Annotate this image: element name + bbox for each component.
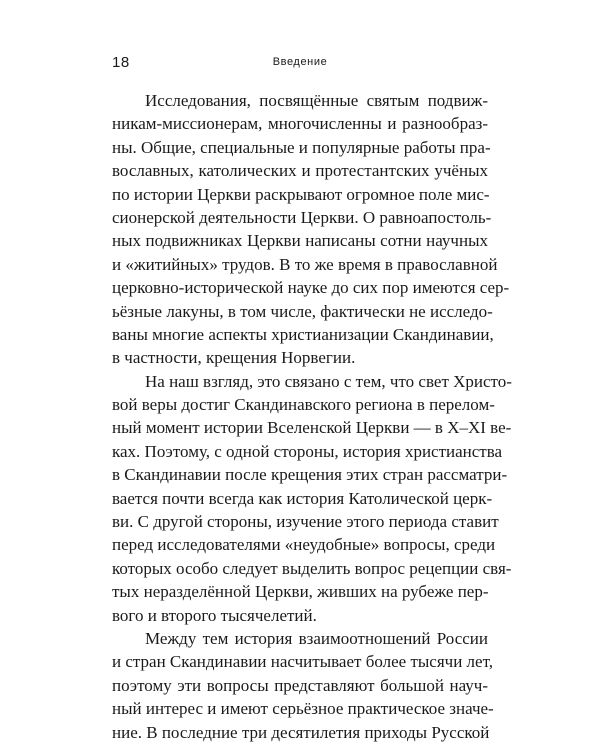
text-line: которых особо следует выделить вопрос рецепции свя-	[112, 558, 512, 578]
text-line: в частности, крещения Норвегии.	[112, 348, 356, 368]
text-line: Между тем история взаимоотношений России	[145, 628, 488, 648]
text-line: ьёзные лакуны, в том числе, фактически не исследо-	[112, 301, 493, 321]
text-line: сионерской деятельности Церкви. О равноапостоль-	[112, 207, 492, 227]
text-line: ных подвижниках Церкви написаны сотни научных	[112, 231, 488, 251]
text-line: поэтому эти вопросы представляют большой науч-	[112, 675, 488, 695]
text-line: вается почти всегда как история Католической церк-	[112, 488, 493, 508]
text-line: церковно-исторической науке до сих пор имеются сер-	[112, 278, 510, 298]
paragraph-2	[112, 370, 512, 627]
text-line: в Скандинавии после крещения этих стран рассматри-	[112, 465, 508, 485]
text-line: вославных, католических и протестантских учёных	[112, 161, 488, 181]
text-line: Исследования, посвящённые святым подвиж-	[145, 91, 488, 110]
text-line: ный интерес и имеют серьёзное практическое значе-	[112, 699, 494, 719]
text-line: по истории Церкви раскрывают огромное поле мис-	[112, 184, 490, 204]
text-line: ви. С другой стороны, изучение этого периода ставит	[112, 512, 499, 532]
text-line: и «житийных» трудов. В то же время в православной	[112, 254, 498, 274]
text-line: ный момент истории Вселенской Церкви — в X–XI ве-	[112, 418, 512, 438]
paragraph-3	[112, 627, 494, 744]
text-line: ваны многие аспекты христианизации Скандинавии,	[112, 324, 494, 344]
text-line: вого и второго тысячелетий.	[112, 605, 317, 625]
text-line: никам-миссионерам, многочисленны и разнообраз-	[112, 114, 488, 134]
text-line: ны. Общие, специальные и популярные работы пра-	[112, 137, 491, 157]
body-text	[112, 89, 512, 744]
paragraph-1	[112, 89, 510, 370]
page-number: 18	[112, 54, 130, 71]
text-line: ние. В последние три десятилетия приходы Русской	[112, 722, 490, 742]
text-line: ках. Поэтому, с одной стороны, история христианства	[112, 441, 503, 461]
text-line: тых неразделённой Церкви, живших на рубеже пер-	[112, 582, 489, 602]
text-line: и стран Скандинавии насчитывает более тысячи лет,	[112, 652, 493, 672]
text-line: На наш взгляд, это связано с тем, что свет Христо-	[145, 371, 512, 391]
text-line: вой веры достиг Скандинавского региона в перелом-	[112, 395, 495, 415]
running-head: Введение	[272, 56, 328, 68]
text-line: перед исследователями «неудобные» вопросы, среди	[112, 535, 496, 555]
